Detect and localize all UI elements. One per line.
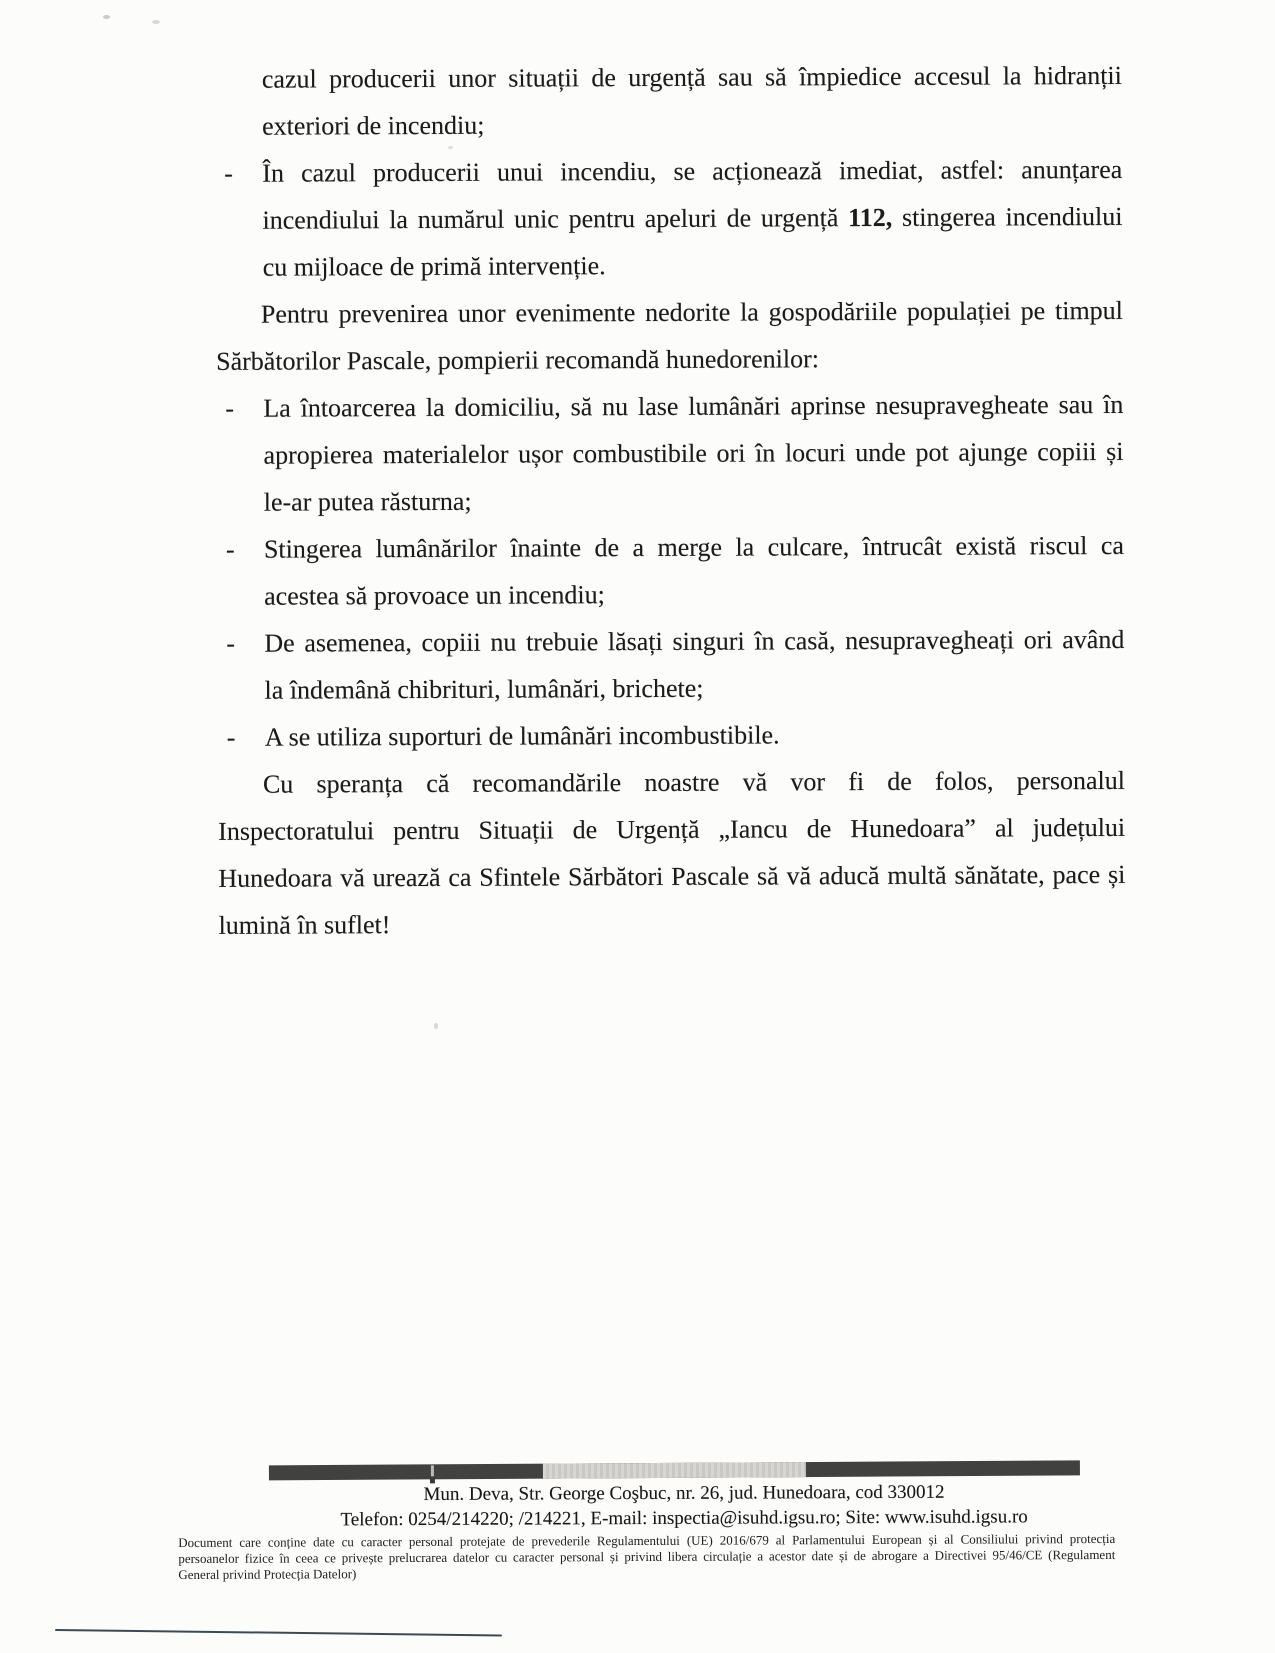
bullet-item-stingere bbox=[217, 522, 1124, 620]
bullet-item-intoarcere bbox=[216, 381, 1124, 526]
body-text bbox=[215, 52, 1126, 949]
body-line: cazul producerii unor situații de urgență sau să împiedice accesul la hidranții bbox=[261, 60, 1122, 94]
gdpr-disclaimer bbox=[178, 1531, 1115, 1582]
bullet-dash: - bbox=[225, 534, 235, 564]
body-line: Stingerea lumânărilor înainte de a merge la culcare, întrucât există riscul ca bbox=[263, 530, 1124, 564]
scan-artifact-dot bbox=[152, 20, 160, 24]
scan-artifact-dot bbox=[103, 15, 110, 19]
body-line: De asemenea, copiii nu trebuie lăsați singuri în casă, nesupravegheați ori având bbox=[264, 624, 1125, 658]
body-line-segment: stingerea incendiului bbox=[901, 201, 1123, 232]
body-line: În cazul producerii unui incendiu, se acționează imediat, astfel: anunțarea bbox=[262, 154, 1123, 188]
scan-artifact-dot bbox=[448, 146, 453, 149]
body-line: La întoarcerea la domiciliu, să nu lase lumânări aprinse nesupravegheate sau în bbox=[263, 389, 1124, 423]
body-line: acestea să provoace un incendiu; bbox=[264, 580, 605, 611]
disclaimer-line: Document care conține date cu caracter personal protejate de prevederile Regulamentului (UE) 2016/679 al Parlamentului European și al Consiliului privind protecția bbox=[178, 1530, 1116, 1551]
bullet-dash: - bbox=[226, 722, 236, 752]
body-line: cu mijloace de primă intervenție. bbox=[262, 251, 606, 282]
body-line: Hunedoara vă urează ca Sfintele Sărbători Pascale să vă aducă multă sănătate, pace și bbox=[218, 859, 1126, 893]
body-line: Cu speranța că recomandările noastre vă vor fi de folos, personalul bbox=[262, 765, 1125, 799]
body-line: A se utiliza suporturi de lumânări incombustibile. bbox=[264, 720, 780, 752]
footer-address: Mun. Deva, Str. George Coşbuc, nr. 26, jud. Hunedoara, cod 330012 bbox=[423, 1481, 945, 1505]
body-line: le-ar putea răsturna; bbox=[263, 486, 472, 517]
body-line: la îndemână chibrituri, lumânări, brichete; bbox=[264, 673, 704, 705]
bullet-item-copii bbox=[217, 616, 1124, 714]
bullet-dash: - bbox=[224, 158, 233, 188]
footer-contact: Telefon: 0254/214220; /214221, E-mail: inspectia@isuhd.igsu.ro; Site: www.isuhd.igsu.ro bbox=[340, 1506, 1028, 1531]
bullet-dash: - bbox=[226, 628, 236, 658]
body-line bbox=[262, 193, 1122, 244]
paragraph-continuation bbox=[215, 52, 1122, 150]
body-line: lumină în suflet! bbox=[218, 910, 391, 940]
body-line: exteriori de incendiu; bbox=[261, 110, 485, 141]
bullet-item-incendiu bbox=[215, 146, 1123, 291]
scan-artifact-dot bbox=[434, 1023, 438, 1029]
footer-block bbox=[253, 1479, 1115, 1533]
footer-separator-bar bbox=[269, 1460, 1080, 1480]
body-line: Sărbătorilor Pascale, pompierii recomandă hunedorenilor: bbox=[216, 344, 819, 376]
emergency-number: 112, bbox=[848, 202, 893, 233]
body-line: Pentru prevenirea unor evenimente nedorite la gospodăriile populației pe timpul bbox=[260, 295, 1123, 329]
disclaimer-line: persoanelor fizice în ceea ce privește prelucrarea datelor cu caracter personal și privind libera circulație a acestor date și de abrogare a Directivei 95/46/CE (Regulament bbox=[178, 1546, 1116, 1566]
bullet-item-suporturi bbox=[218, 710, 1125, 761]
separator-light-segment bbox=[543, 1462, 806, 1479]
disclaimer-line: General privind Protecția Datelor) bbox=[178, 1565, 357, 1582]
bullet-dash: - bbox=[225, 393, 235, 423]
body-line: apropierea materialelor ușor combustibile ori în locuri unde pot ajunge copiii și bbox=[263, 436, 1124, 470]
paragraph-pentru bbox=[216, 287, 1123, 385]
body-line: Inspectoratului pentru Situații de Urgență „Iancu de Hunedoara” al județului bbox=[218, 812, 1126, 846]
paragraph-incheiere bbox=[218, 757, 1126, 949]
body-line-segment: incendiului la numărul unic pentru apeluri de urgență bbox=[262, 203, 839, 235]
